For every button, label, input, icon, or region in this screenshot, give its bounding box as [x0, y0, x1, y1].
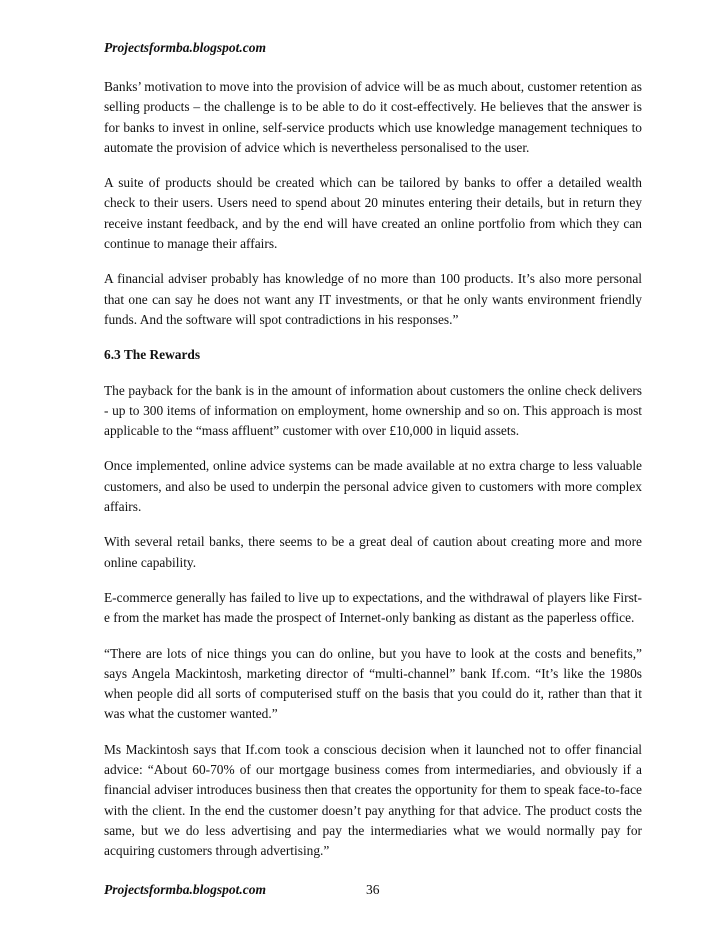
paragraph-1: Banks’ motivation to move into the provision of advice will be as much about, customer retention as selling products – the challenge is to be able to do it cost-effectively. He believes that the answer is for banks to invest in online, self-service products which use knowledge management techniques to automate the provision of advice which is nevertheless personalised to the user. [104, 79, 642, 155]
paragraph-5: Once implemented, online advice systems can be made available at no extra charge to less valuable customers, and also be used to underpin the personal advice given to customers with more complex affairs. [104, 458, 642, 515]
paragraph-7: E-commerce generally has failed to live up to expectations, and the withdrawal of players like First-e from the market has made the prospect of Internet-only banking as distant as the paperless office. [104, 589, 642, 626]
paragraph-8: “There are lots of nice things you can do online, but you have to look at the costs and benefits,” says Angela Mackintosh, marketing director of “multi-channel” bank If.com. “It’s like the 1980s when people did all sorts of computerised stuff on the basis that you could do it, rather than that it was what the customer wanted.” [104, 645, 642, 722]
header-site-name: Projectsformba.blogspot.com [104, 40, 266, 55]
paragraph-6: With several retail banks, there seems to be a great deal of caution about creating more and more online capability. [104, 534, 642, 570]
page-number: 36 [366, 882, 380, 897]
paragraph-2: A suite of products should be created which can be tailored by banks to offer a detailed wealth check to their users. Users need to spend about 20 minutes entering their details, but in return they receive instant feedback, and by the end will have created an online portfolio from which they can continue to manage their affairs. [104, 175, 642, 252]
page-body [104, 77, 642, 877]
paragraph-9: Ms Mackintosh says that If.com took a conscious decision when it launched not to offer financial advice: “About 60-70% of our mortgage business comes from intermediaries, and obviously if a financial adviser introduces business then that creates the opportunity for them to speak face-to-face with the client. In the end the customer doesn’t pay anything for that advice. The product costs the same, but we do less advertising and pay the intermediaries what we would normally pay for acquiring customers through advertising.” [104, 741, 642, 859]
paragraph-4: The payback for the bank is in the amount of information about customers the online check delivers - up to 300 items of information on employment, home ownership and so on. This approach is most applicable to the “mass affluent” customer with over £10,000 in liquid assets. [104, 382, 642, 439]
section-heading: 6.3 The Rewards [104, 347, 201, 363]
footer-site-name: Projectsformba.blogspot.com [104, 882, 266, 897]
paragraph-3: A financial adviser probably has knowledge of no more than 100 products. It’s also more personal that one can say he does not want any IT investments, or that he only wants environment friendly funds. And the software will spot contradictions in his responses.” [104, 271, 642, 327]
